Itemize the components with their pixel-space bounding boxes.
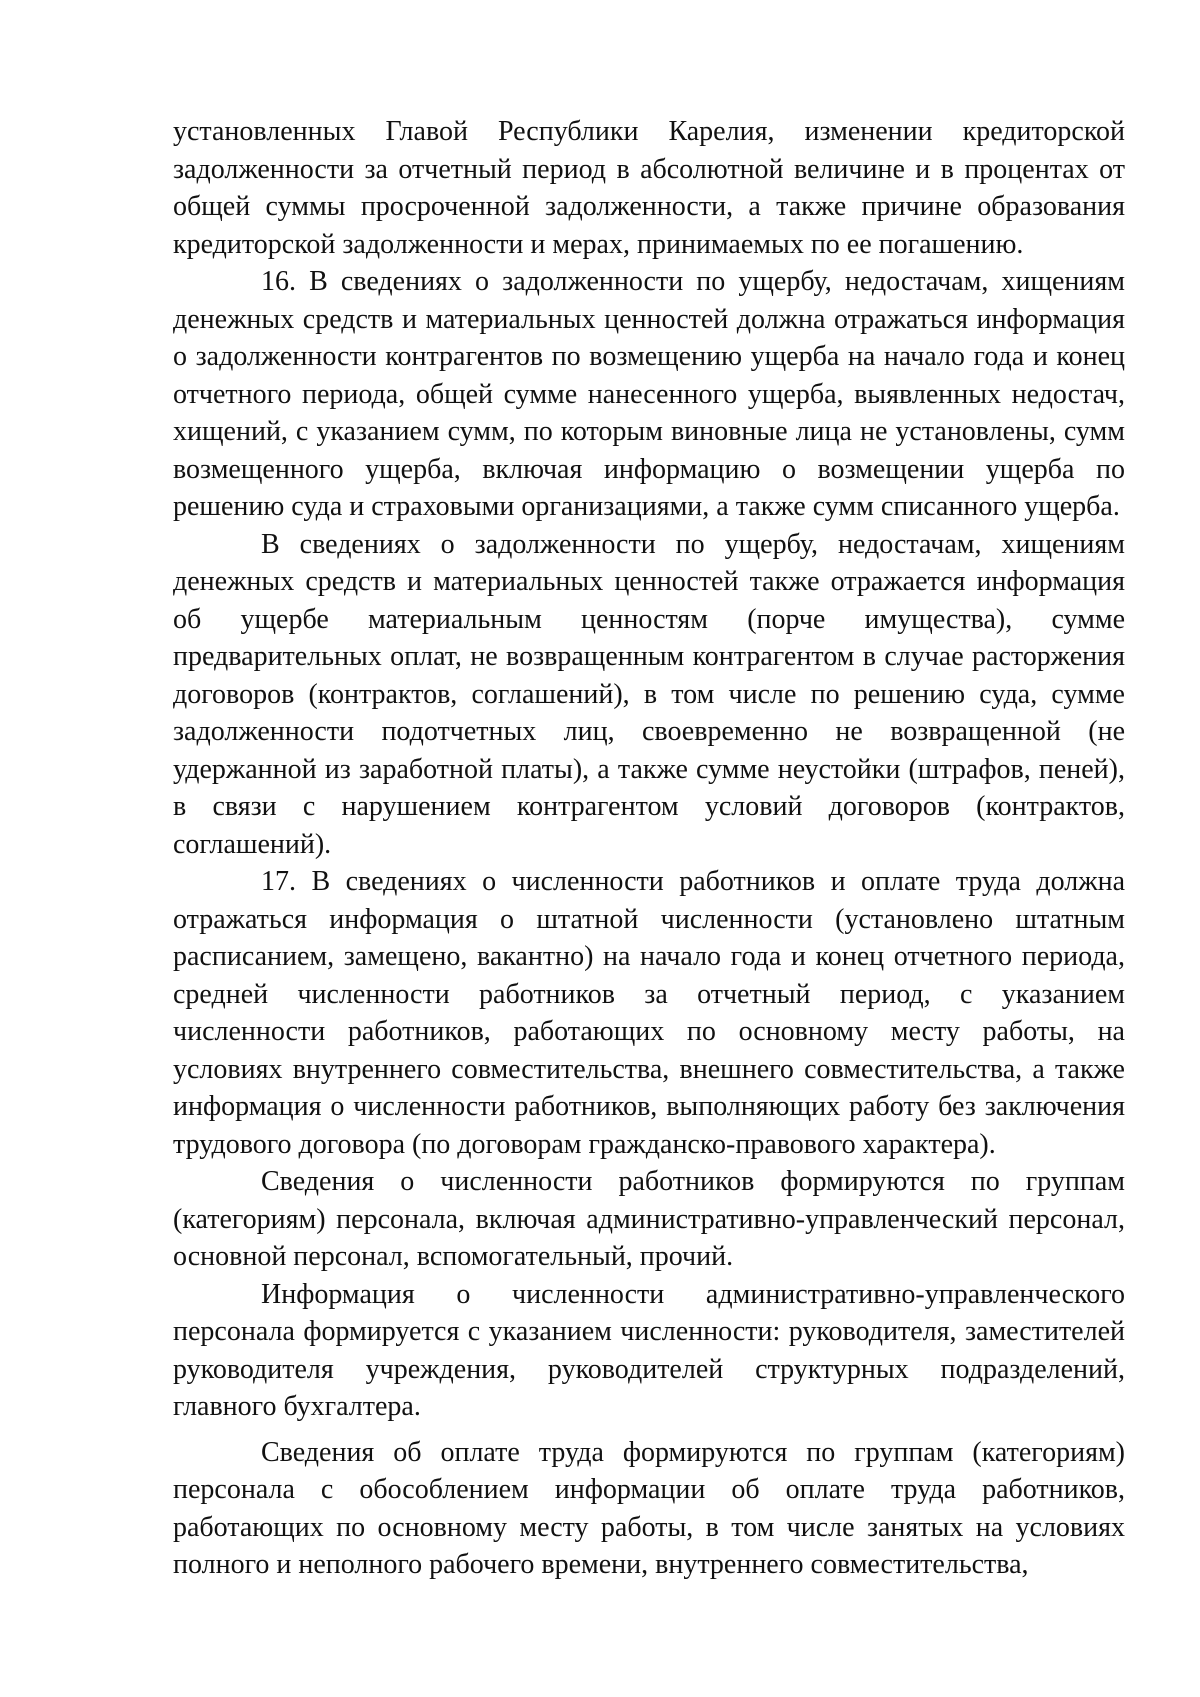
paragraph-17-payroll: Сведения об оплате труда формируются по группам (категориям) персонала с обособлением информации об оплате труда работников, работающих по основному месту работы, в том числе занятых на условиях полного и неполного рабочего времени, внутреннего совместительства, bbox=[173, 1436, 1125, 1580]
paragraph-17-admin-staff: Информация о численности административно-управленческого персонала формируется с указанием численности: руководителя, заместителей руководителя учреждения, руководителей структурных подразделений, главного бухгалтера. bbox=[173, 1278, 1125, 1422]
paragraph-16: 16. В сведениях о задолженности по ущербу, недостачам, хищениям денежных средств и материальных ценностей должна отражаться информация о задолженности контрагентов по возмещению ущерба на начало года и конец отчетного периода, общей сумме нанесенного ущерба, выявленных недостач, хищений, с указанием сумм, по которым виновные лица не установлены, сумм возмещенного ущерба, включая информацию о возмещении ущерба по решению суда и страховыми организациями, а также сумм списанного ущерба. bbox=[173, 266, 1125, 522]
paragraph-17: 17. В сведениях о численности работников и оплате труда должна отражаться информация о штатной численности (установлено штатным расписанием, замещено, вакантно) на начало года и конец отчетного периода, средней численности работников за отчетный период, с указанием численности работников, работающих по основному месту работы, на условиях внутреннего совместительства, внешнего совместительства, а также информация о численности работников, выполняющих работу без заключения трудового договора (по договорам гражданско-правового характера). bbox=[173, 866, 1125, 1160]
document-body bbox=[173, 113, 1125, 1584]
paragraph-continuation: установленных Главой Республики Карелия, изменении кредиторской задолженности за отчетный период в абсолютной величине и в процентах от общей суммы просроченной задолженности, а также причине образования кредиторской задолженности и мерах, принимаемых по ее погашению. bbox=[173, 116, 1125, 260]
paragraph-17-staff-groups: Сведения о численности работников формируются по группам (категориям) персонала, включая административно-управленческий персонал, основной персонал, вспомогательный, прочий. bbox=[173, 1166, 1125, 1272]
paragraph-16-damage-details: В сведениях о задолженности по ущербу, недостачам, хищениям денежных средств и материальных ценностей также отражается информация об ущербе материальным ценностям (порче имущества), сумме предварительных оплат, не возвращенным контрагентом в случае расторжения договоров (контрактов, соглашений), в том числе по решению суда, сумме задолженности подотчетных лиц, своевременно не возвращенной (не удержанной из заработной платы), а также сумме неустойки (штрафов, пеней), в связи с нарушением контрагентом условий договоров (контрактов, соглашений). bbox=[173, 528, 1125, 860]
